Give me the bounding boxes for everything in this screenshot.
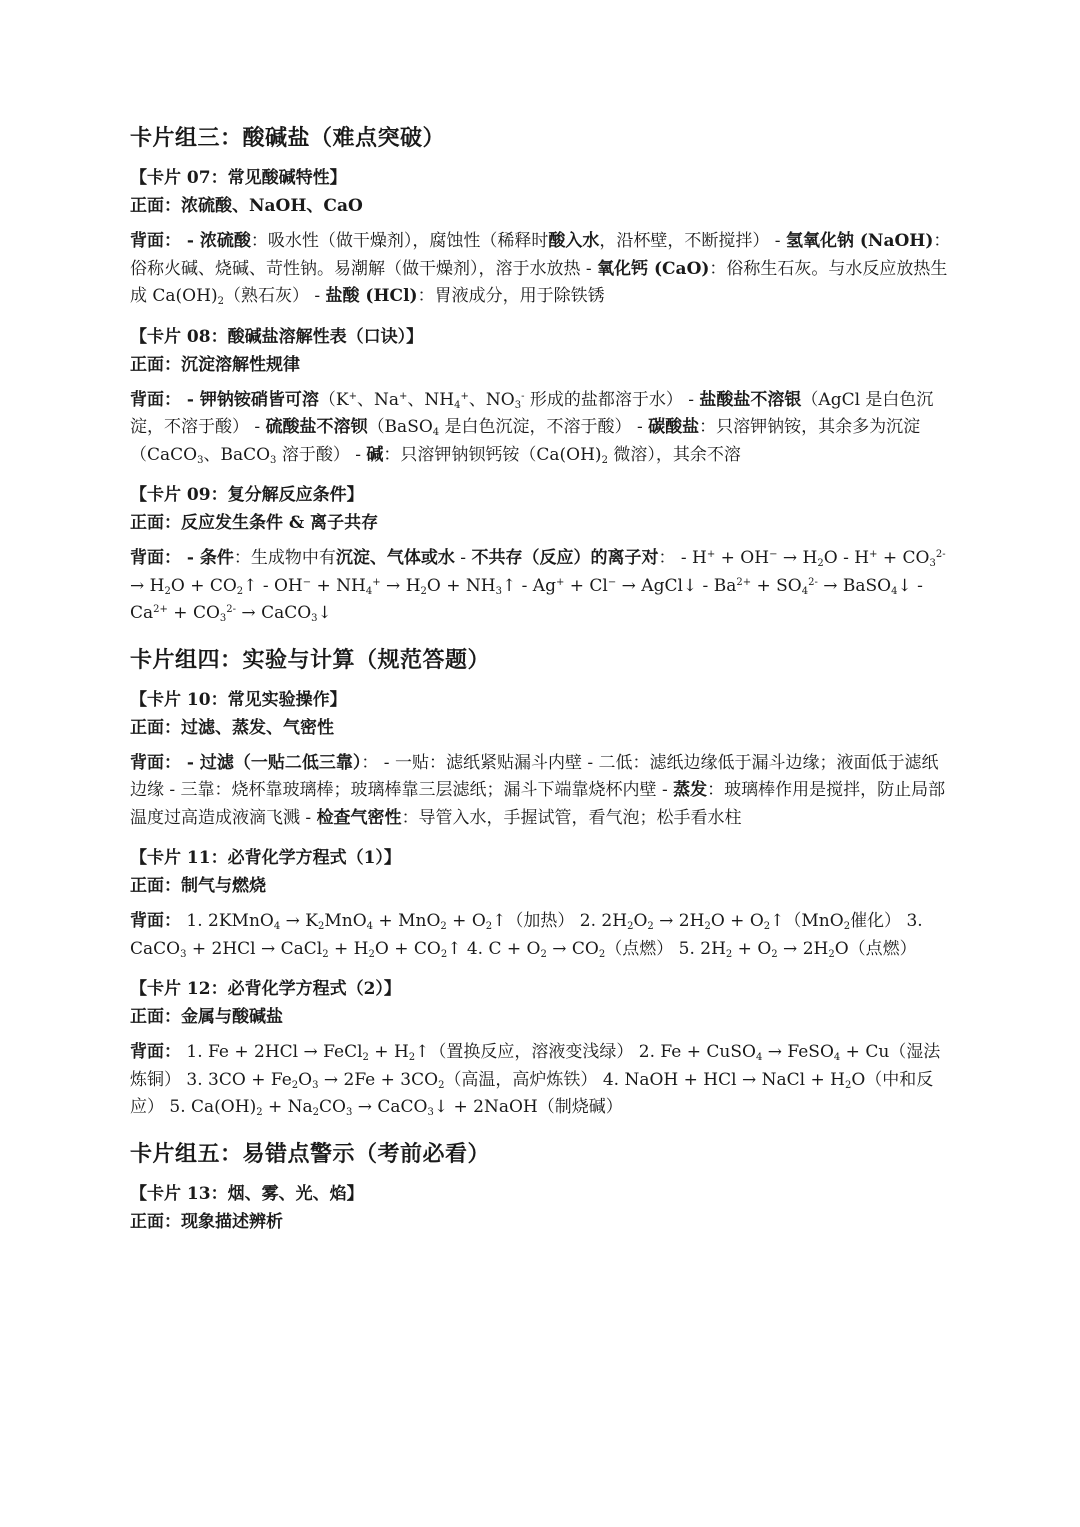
text-segment: 2 xyxy=(420,585,427,597)
card-12 xyxy=(130,975,952,1122)
text-segment: ↑（MnO xyxy=(770,911,844,931)
card-front: 正面：金属与酸碱盐 xyxy=(130,1007,283,1027)
text-segment: + Na xyxy=(262,1097,313,1117)
text-segment: 背面： - xyxy=(130,231,200,251)
text-segment: ↓ + 2NaOH（制烧碱） xyxy=(433,1097,623,1117)
text-segment: + O xyxy=(732,938,772,959)
text-segment: O（中和反应） 5. Ca(OH) xyxy=(130,1069,934,1117)
text-segment: + xyxy=(555,576,565,588)
text-segment: 2- xyxy=(226,604,237,615)
text-segment: （点燃） 5. 2H xyxy=(605,938,726,959)
text-segment: 浓硫酸 xyxy=(199,231,251,251)
text-segment: 形成的盐都溶于水） - xyxy=(524,389,700,410)
text-segment: 硫酸盐不溶钡 xyxy=(265,417,368,437)
text-segment: 2 xyxy=(844,1079,852,1091)
text-segment: → BaSO xyxy=(817,575,892,596)
text-segment: 2 xyxy=(312,1107,320,1118)
text-segment: + xyxy=(869,549,878,560)
text-segment: + xyxy=(460,390,469,402)
group-title-4: 卡片组四：实验与计算（规范答题） xyxy=(130,646,491,673)
text-segment: 2 xyxy=(601,454,608,466)
text-segment: O + CO xyxy=(170,575,237,596)
text-segment: → 2Fe + 3CO xyxy=(318,1069,439,1090)
text-segment: 2 xyxy=(164,585,171,597)
text-segment: − xyxy=(607,576,617,588)
text-segment: + CO xyxy=(167,603,220,623)
text-segment: 2+ xyxy=(153,604,168,615)
text-segment: 1. 2KMnO xyxy=(181,911,274,931)
text-segment: 3 xyxy=(495,585,502,597)
text-segment: 2 xyxy=(440,948,448,960)
group-title-3: 卡片组三：酸碱盐（难点突破） xyxy=(130,125,446,151)
text-segment: 是白色沉淀，不溶于酸） - xyxy=(439,417,649,437)
text-segment: MnO xyxy=(324,911,367,931)
text-segment: 3 xyxy=(219,613,227,624)
text-segment: ：吸水性（做干燥剂），腐蚀性（稀释时 xyxy=(250,231,549,251)
text-segment: → H xyxy=(380,575,421,596)
text-segment: ： - H xyxy=(658,548,707,568)
text-segment: 钾钠铵硝皆可溶 xyxy=(199,389,319,410)
text-segment: + xyxy=(706,549,716,560)
card-heading: 【卡片 10：常见实验操作】 xyxy=(130,689,347,710)
text-segment: + MnO xyxy=(373,911,441,931)
card-back xyxy=(130,908,952,963)
text-segment: ↑ 4. C + O xyxy=(447,938,541,959)
card-back xyxy=(130,387,952,470)
text-segment: 3 xyxy=(929,558,936,569)
text-segment: 盐酸 (HCl) xyxy=(325,286,418,306)
text-segment: 2- xyxy=(935,549,946,560)
card-heading: 【卡片 12：必背化学方程式（2）】 xyxy=(130,979,401,999)
card-11 xyxy=(130,844,952,963)
text-segment: （K xyxy=(318,389,349,410)
text-segment: 氢氧化钠 (NaOH) xyxy=(785,231,934,251)
text-segment: 背面： xyxy=(130,1042,181,1062)
text-segment: ：胃液成分，用于除铁锈 xyxy=(417,286,605,306)
text-segment: − xyxy=(302,576,312,588)
text-segment: 、BaCO xyxy=(203,444,271,465)
text-segment: ：只溶钾钠钡钙铵（Ca(OH) xyxy=(383,444,602,465)
text-segment: 4 xyxy=(755,1052,763,1063)
group-title-5: 卡片组五：易错点警示（考前必看） xyxy=(130,1140,491,1167)
card-front: 正面：现象描述辨析 xyxy=(130,1211,283,1232)
card-13 xyxy=(130,1180,952,1236)
text-segment: + xyxy=(348,390,357,402)
text-segment: ↑ - OH xyxy=(243,575,303,596)
text-segment: （高温，高炉炼铁） 4. NaOH + HCl → NaCl + H xyxy=(444,1069,845,1090)
text-segment: O xyxy=(633,911,648,931)
text-segment: 、Na xyxy=(357,389,400,410)
text-segment: 背面： - xyxy=(130,389,200,410)
text-segment: 2 xyxy=(256,1107,263,1118)
text-segment: 盐酸盐不溶银 xyxy=(699,389,802,410)
text-segment: 3 xyxy=(197,454,204,466)
text-segment: + xyxy=(372,576,381,588)
text-segment: （BaSO xyxy=(367,417,433,437)
text-segment: 2 xyxy=(485,921,493,932)
text-segment: − xyxy=(769,549,778,560)
text-segment: 2 xyxy=(291,1079,299,1091)
text-segment: 3 xyxy=(427,1107,434,1118)
card-back xyxy=(130,1039,952,1122)
text-segment: 酸入水 xyxy=(548,231,600,251)
text-segment: 2 xyxy=(540,948,547,960)
text-segment: O（点燃） xyxy=(834,938,917,959)
text-segment: 2+ xyxy=(736,576,752,588)
text-segment: （AgCl 是白色沉淀，不溶于酸） - xyxy=(130,389,934,437)
card-back xyxy=(130,750,952,833)
text-segment: O + O xyxy=(710,911,764,931)
card-heading: 【卡片 07：常见酸碱特性】 xyxy=(130,168,347,188)
text-segment: 碱 xyxy=(366,444,384,465)
text-segment: O - H xyxy=(823,548,870,568)
text-segment: ，沿杯壁，不断搅拌） - xyxy=(599,231,786,251)
text-segment: 2 xyxy=(763,921,771,932)
text-segment: → K xyxy=(280,911,318,931)
text-segment: 沉淀、气体或水 xyxy=(335,548,455,568)
text-segment: ：导管入水，手握试管，看气泡；松手看水柱 xyxy=(401,807,742,828)
text-segment: + O xyxy=(446,911,486,931)
text-segment: 3 xyxy=(514,399,522,411)
text-segment: + SO xyxy=(751,575,802,596)
text-segment: O xyxy=(298,1069,313,1090)
text-segment: ：只溶钾钠铵，其余多为沉淀（CaCO xyxy=(130,417,921,465)
text-segment: 氧化钙 (CaO) xyxy=(597,258,710,279)
text-segment: 2 xyxy=(704,921,711,932)
card-08 xyxy=(130,323,952,470)
document-page xyxy=(130,118,952,1248)
text-segment: + H xyxy=(368,1042,409,1062)
text-segment: 2 xyxy=(598,948,606,960)
text-segment: ↑（置换反应，溶液变浅绿） 2. Fe + CuSO xyxy=(415,1042,756,1062)
text-segment: 2 xyxy=(828,948,835,960)
text-segment: - xyxy=(454,548,472,568)
text-segment: 2 xyxy=(317,921,325,932)
text-segment: ：俗称生石灰。与水反应放热生成 Ca(OH) xyxy=(130,258,948,306)
text-segment: 3 xyxy=(311,613,318,624)
text-segment: 2 xyxy=(408,1052,416,1063)
text-segment: 3 xyxy=(270,454,277,466)
text-segment: CO xyxy=(319,1097,346,1117)
text-segment: ：玻璃棒作用是搅拌，防止局部温度过高造成液滴飞溅 - xyxy=(130,780,946,828)
text-segment: ：俗称火碱、烧碱、苛性钠。易潮解（做干燥剂），溶于水放热 - xyxy=(130,231,951,279)
text-segment: → 2H xyxy=(777,938,829,959)
text-segment: 4 xyxy=(365,585,373,597)
card-07 xyxy=(130,164,952,311)
text-segment: 背面： - xyxy=(130,548,200,568)
text-segment: + 2HCl → CaCl xyxy=(186,938,323,959)
card-back xyxy=(130,545,952,628)
text-segment: 2 xyxy=(817,558,824,569)
text-segment: 4 xyxy=(801,585,809,597)
text-segment: 4 xyxy=(432,427,440,438)
text-segment: 3 xyxy=(345,1107,353,1118)
text-segment: 、NH xyxy=(407,389,455,410)
card-10 xyxy=(130,686,952,833)
text-segment: 4 xyxy=(833,1052,841,1063)
text-segment: 3 xyxy=(180,948,187,960)
text-segment: + OH xyxy=(715,548,770,568)
text-segment: （熟石灰） - xyxy=(223,286,326,306)
text-segment: 4 xyxy=(891,585,898,597)
text-segment: → 2H xyxy=(653,911,705,931)
text-segment: 4 xyxy=(273,921,281,932)
text-segment: 2- xyxy=(808,576,818,588)
card-09 xyxy=(130,481,952,628)
card-front: 正面：沉淀溶解性规律 xyxy=(130,354,300,375)
text-segment: ↑（加热） 2. 2H xyxy=(492,911,628,931)
text-segment: 溶于酸） - xyxy=(276,444,367,465)
text-segment: + Cu（湿法炼铜） 3. 3CO + Fe xyxy=(130,1042,941,1090)
text-segment: + Cl xyxy=(564,575,608,596)
card-heading: 【卡片 08：酸碱盐溶解性表（口诀）】 xyxy=(130,326,424,347)
text-segment: 1. Fe + 2HCl → FeCl xyxy=(181,1042,363,1062)
text-segment: ： - 一贴：滤纸紧贴漏斗内壁 - 二低：滤纸边缘低于漏斗边缘；液面低于滤纸边缘 - 三靠：烧杯靠玻璃棒；玻璃棒靠三层滤纸；漏斗下端靠烧杯内壁 - xyxy=(130,752,939,800)
text-segment: 2 xyxy=(362,1052,369,1063)
text-segment: 2 xyxy=(843,921,851,932)
card-front: 正面：浓硫酸、NaOH、CaO xyxy=(130,196,363,216)
card-back xyxy=(130,228,952,311)
text-segment: O + CO xyxy=(374,938,441,959)
text-segment: 微溶），其余不溶 xyxy=(607,444,741,465)
text-segment: → H xyxy=(777,548,818,568)
card-heading: 【卡片 11：必背化学方程式（1）】 xyxy=(130,848,401,868)
text-segment: 检查气密性 xyxy=(316,807,402,828)
text-segment: + NH xyxy=(311,575,366,596)
card-front: 正面：反应发生条件 & 离子共存 xyxy=(130,513,379,533)
text-segment: 2 xyxy=(440,921,447,932)
text-segment: → H xyxy=(130,575,165,596)
text-segment: 2 xyxy=(322,948,329,960)
text-segment: ↓ - Ca xyxy=(130,575,923,623)
card-front: 正面：制气与燃烧 xyxy=(130,876,266,896)
text-segment: 不共存（反应）的离子对 xyxy=(471,548,659,568)
text-segment: 碳酸盐 xyxy=(648,417,700,437)
text-segment: → CO xyxy=(546,938,599,959)
text-segment: 2 xyxy=(236,585,244,597)
text-segment: 2 xyxy=(438,1079,445,1091)
text-segment: 2 xyxy=(368,948,375,960)
text-segment: 4 xyxy=(454,399,461,411)
text-segment: 条件 xyxy=(199,548,234,568)
text-segment: 蒸发 xyxy=(673,780,708,800)
text-segment: ↑ - Ag xyxy=(502,575,556,596)
text-segment: + H xyxy=(328,938,369,959)
text-segment: 2 xyxy=(627,921,634,932)
text-segment: 2 xyxy=(217,296,224,307)
text-segment: 2 xyxy=(771,948,778,960)
card-heading: 【卡片 13：烟、雾、光、焰】 xyxy=(130,1183,364,1204)
text-segment: → AgCl↓ - Ba xyxy=(616,575,737,596)
text-segment: 过滤（一贴二低三靠） xyxy=(199,752,362,773)
text-segment: O + NH xyxy=(426,575,496,596)
text-segment: 2 xyxy=(647,921,654,932)
text-segment: + CO xyxy=(877,548,930,568)
text-segment: ：生成物中有 xyxy=(233,548,336,568)
text-segment: 4 xyxy=(366,921,374,932)
text-segment: 、NO xyxy=(468,389,515,410)
text-segment: 催化） 3. CaCO xyxy=(130,911,923,959)
text-segment: → CaCO xyxy=(236,603,312,623)
text-segment: 3 xyxy=(312,1079,319,1091)
text-segment: 背面： xyxy=(130,911,181,931)
text-segment: → CaCO xyxy=(352,1097,428,1117)
text-segment: 背面： - xyxy=(130,752,200,773)
text-segment: - xyxy=(521,390,525,402)
card-front: 正面：过滤、蒸发、气密性 xyxy=(130,717,334,738)
text-segment: 2 xyxy=(725,948,733,960)
card-heading: 【卡片 09：复分解反应条件】 xyxy=(130,485,364,505)
text-segment: ↓ xyxy=(317,603,332,623)
text-segment: + xyxy=(399,390,408,402)
text-segment: → FeSO xyxy=(762,1042,834,1062)
